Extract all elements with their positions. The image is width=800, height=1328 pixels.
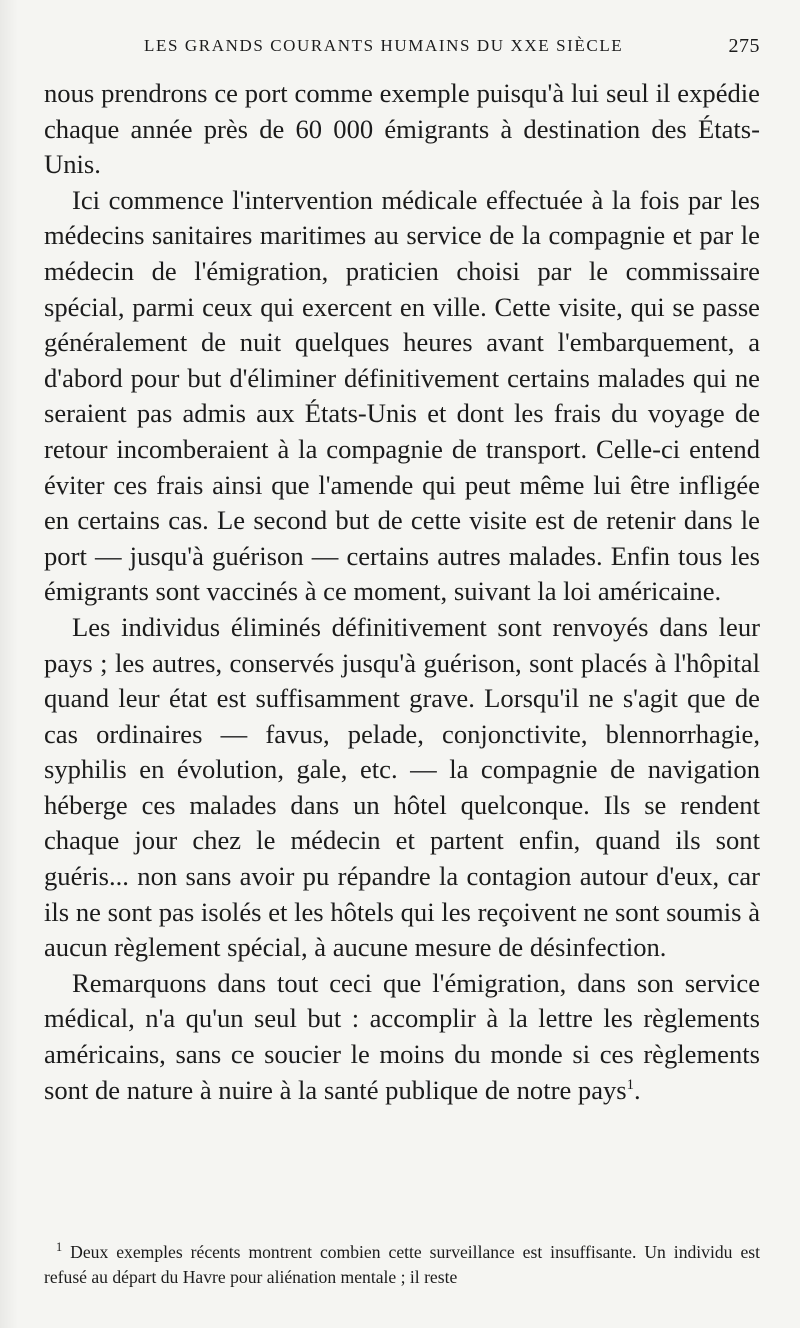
- running-head: LES GRANDS COURANTS HUMAINS DU XXE SIÈCLE: [144, 36, 624, 55]
- footnote-1: [44, 1240, 760, 1290]
- paragraph-2: Ici commence l'intervention médicale effectuée à la fois par les médecins sanitaires maritimes au service de la compagnie et par le médecin de l'émigration, praticien choisi par le commissaire spécial, parmi ceux qui exercent en ville. Cette visite, qui se passe généralement de nuit quelques heures avant l'embarquement, a d'abord pour but d'éliminer définitivement certains malades qui ne seraient pas admis aux États-Unis et dont les frais du voyage de retour incomberaient à la compagnie de transport. Celle-ci entend éviter ces frais ainsi que l'amende qui peut même lui être infligée en certains cas. Le second but de cette visite est de retenir dans le port — jusqu'à guérison — certains autres malades. Enfin tous les émigrants sont vaccinés à ce moment, suivant la loi américaine.: [44, 184, 760, 607]
- body-text: [44, 76, 760, 1108]
- paragraph-3: Les individus éliminés définitivement sont renvoyés dans leur pays ; les autres, conservés jusqu'à guérison, sont placés à l'hôpital quand leur état est suffisamment grave. Lorsqu'il ne s'agit que de cas ordinaires — favus, pelade, conjonctivite, blennorrhagie, syphilis en évolution, gale, etc. — la compagnie de navigation héberge ces malades dans un hôtel quelconque. Ils se rendent chaque jour chez le médecin et partent enfin, quand ils sont guéris... non sans avoir pu répandre la contagion autour d'eux, car ils ne sont pas isolés et les hôtels qui les reçoivent ne sont soumis à aucun règlement spécial, à aucune mesure de désinfection.: [44, 611, 760, 963]
- page-number: 275: [728, 35, 760, 57]
- footnote-text: Deux exemples récents montrent combien cette surveillance est insuffisante. Un individu est refusé au départ du Havre pour aliénation mentale ; il reste: [44, 1242, 760, 1287]
- footnote-marker: 1: [56, 1240, 63, 1255]
- footnotes: [44, 1240, 760, 1290]
- footnote-reference: 1: [626, 1076, 634, 1093]
- paragraph-4-end: .: [633, 1074, 641, 1105]
- paragraph-4-text: Remarquons dans tout ceci que l'émigration, dans son service médical, n'a qu'un seul but : accomplir à la lettre les règlements américains, sans ce soucier le moins du monde si ces règlements sont de nature à nuire à la santé publique de notre pays: [44, 967, 760, 1105]
- paragraph-4: [44, 966, 760, 1108]
- page-header: [44, 32, 760, 62]
- paragraph-1: nous prendrons ce port comme exemple puisqu'à lui seul il expédie chaque année près de 60 000 émigrants à destination des États-Unis.: [44, 78, 760, 180]
